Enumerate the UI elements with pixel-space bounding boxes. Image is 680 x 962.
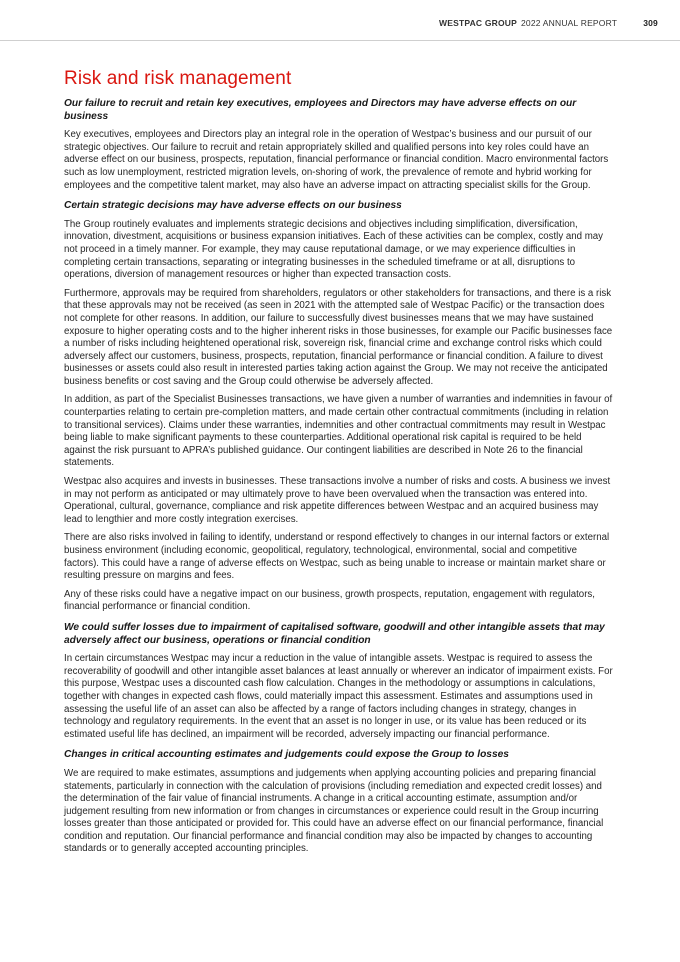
paragraph: Westpac also acquires and invests in businesses. These transactions involve a number of risks and costs. A business we invest in may not perform as anticipated or may ultimately prove to have been overvalued when the transaction was entered into. Operational, cultural, governance, compliance and risk appetite differences between Westpac and an acquired business may lead to lengthier and more costly integration exercises. (64, 476, 611, 525)
paragraph: Any of these risks could have a negative impact on our business, growth prospects, reputation, engagement with regulators, financial performance or financial condition. (64, 588, 595, 613)
page-content (64, 68, 614, 864)
section-recruit-retain (64, 98, 614, 192)
paragraph: There are also risks involved in failing to identify, understand or respond effectively to changes in our internal factors or external business environment (including economic, geopolitical, regulatory, technological, environmental, social and competitive factors). This could have a range of adverse effects on Westpac, such as being unable to increase or maintain market share or resulting pressure on margins and fees. (64, 532, 610, 582)
section-strategic-decisions (64, 200, 614, 614)
header-divider (0, 40, 680, 41)
header-report: 2022 ANNUAL REPORT (521, 18, 618, 28)
page-header (0, 18, 658, 28)
section-impairment (64, 622, 614, 741)
page-title: Risk and risk management (64, 68, 292, 89)
paragraph: The Group routinely evaluates and implements strategic decisions and objectives including simplification, diversification, innovation, divestment, acquisitions or business expansion initiatives. Each of these activities can be complex, costly and may not proceed in a timely manner. For example, they may cause reputational damage, or we may experience difficulties in completing certain transactions, separating or integrating businesses in the scheduled timeframe or at all, disruptions to operations, diversion of management resources or higher than expected transaction costs. (64, 218, 604, 281)
section-heading: We could suffer losses due to impairment of capitalised software, goodwill and other intangible assets that may adversely affect our business, operations or financial condition (64, 621, 605, 646)
section-accounting-estimates (64, 749, 614, 856)
section-heading: Certain strategic decisions may have adverse effects on our business (64, 200, 402, 212)
paragraph: Key executives, employees and Directors play an integral role in the operation of Westpac’s business and our pursuit of our strategic objectives. Our failure to recruit and retain appropriately skilled and qualified persons into key roles could have an adverse effect on our business, prospects, reputation, financial performance or financial condition. Macro environmental factors such as low unemployment, restricted migration levels, on-shoring of work, the prevalence of remote and hybrid working for employees and the competitive talent market, may also have an adverse impact on attracting specialist skills for the Group. (64, 129, 609, 191)
paragraph: We are required to make estimates, assumptions and judgements when applying accounting policies and preparing financial statements, particularly in connection with the calculation of provisions (including remediation and expected credit losses) and the determination of the fair value of financial instruments. A change in a critical accounting estimate, assumption and/or judgement resulting from new information or from changes in circumstances or experience could result in the Group incurring losses greater than those anticipated or provided for. This could have an adverse effect on our financial performance, financial condition and reputation. Our financial performance and financial condition may also be impacted by changes to accounting standards or to generally accepted accounting principles. (64, 767, 604, 855)
page-number: 309 (643, 18, 658, 28)
paragraph: Furthermore, approvals may be required from shareholders, regulators or other stakeholders for transactions, and there is a risk that these approvals may not be received (as seen in 2021 with the attempted sale of Westpac Pacific) or the transaction does not complete for other reasons. In addition, our failure to successfully divest businesses means that we may have sustained exposure to higher operating costs and to the higher inherent risks in those businesses, for example our Pacific businesses face a number of risks including heightened operational risk, sovereign risk, financial crime and exchange control risks which could adversely affect our customers, business, prospects, reputation, financial performance or financial condition. A failure to divest businesses or assets could also result in interested parties taking action against the Group. We may not receive the anticipated business benefits or cost saving and the Group could otherwise be adversely affected. (64, 287, 613, 387)
paragraph: In addition, as part of the Specialist Businesses transactions, we have given a number of warranties and indemnities in favour of counterparties relating to certain pre-completion matters, and made certain other contractual commitments (including in relation to transitional services). Claims under these warranties, indemnities and other contractual commitments may result in Westpac being liable to make significant payments to these counterparties. Additional operational risk capital is required to be held against the risk pursuant to APRA’s published guidance. Our contingent liabilities are described in Note 26 to the financial statements. (64, 394, 613, 469)
section-heading: Our failure to recruit and retain key executives, employees and Directors may have adverse effects on our business (64, 98, 577, 122)
paragraph: In certain circumstances Westpac may incur a reduction in the value of intangible assets. Westpac is required to assess the recoverability of goodwill and other intangible asset balances at least annually or wherever an indicator of impairment exists. For this purpose, Westpac uses a discounted cash flow calculation. Changes in the methodology or assumptions in calculations, together with changes in expected cash flows, could materially impact this assessment. Estimates and assumptions used in assessing the useful life of an asset can also be affected by a range of factors including changes in strategy, changes in technology and regulatory requirements. In the event that an asset is no longer in use, or its value has been reduced or its estimated useful life has declined, an impairment will be recorded, adversely impacting our financial performance. (64, 653, 613, 740)
section-heading: Changes in critical accounting estimates and judgements could expose the Group to losses (64, 749, 509, 761)
header-org: WESTPAC GROUP (438, 18, 517, 28)
